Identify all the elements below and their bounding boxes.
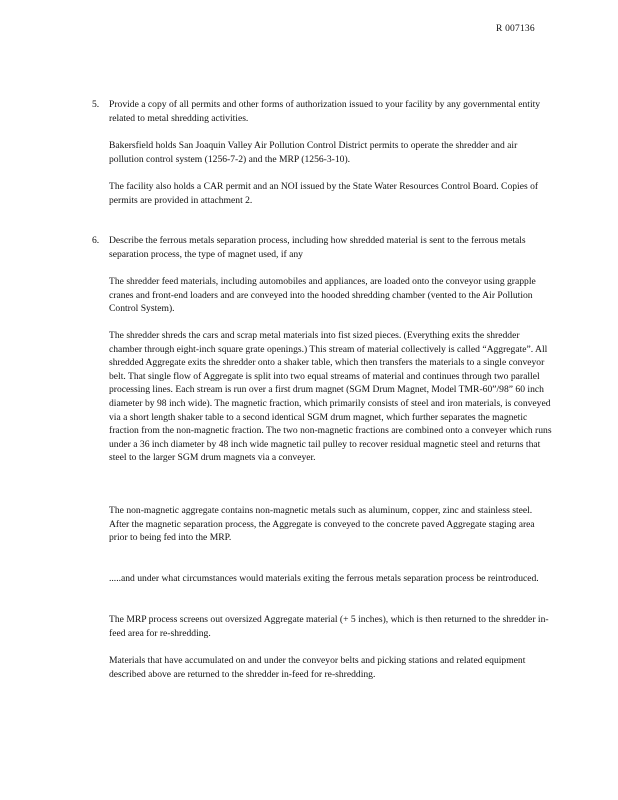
question-6-text: Describe the ferrous metals separation process, including how shredded material is sent to the ferrous metals separation process, the type of magnet used, if any	[109, 235, 526, 260]
question-5-text: Provide a copy of all permits and other forms of authorization issued to your facility by any governmental entity related to metal shredding activities.	[109, 99, 541, 124]
question-5-answer-paragraph-2: The facility also holds a CAR permit and an NOI issued by the State Water Resources Control Board. Copies of permits are provided in attachment 2.	[109, 181, 539, 206]
bates-number: R 007136	[496, 24, 535, 34]
question-5	[92, 98, 552, 125]
question-6-answer-paragraph-6: Materials that have accumulated on and under the conveyor belts and picking stations and related equipment described above are returned to the shredder in-feed for re-shredding.	[109, 655, 526, 680]
question-6-answer-paragraph-5: The MRP process screens out oversized Aggregate material (+ 5 inches), which is then returned to the shredder in-feed area for re-shredding.	[109, 614, 549, 639]
question-6-answer-paragraph-4: .....and under what circumstances would materials exiting the ferrous metals separation process be reintroduced.	[109, 573, 539, 584]
question-6-answer-paragraph-3: The non-magnetic aggregate contains non-magnetic metals such as aluminum, copper, zinc and stainless steel. After the magnetic separation process, the Aggregate is conveyed to the concrete paved Aggregate staging area prior to being fed into the MRP.	[109, 505, 535, 544]
question-6-answer-paragraph-2: The shredder shreds the cars and scrap metal materials into fist sized pieces. (Everything exits the shredder chamber through eight-inch square grate openings.) This stream of material collectively is called “Aggregate”. All shredded Aggregate exits the shredder onto a shaker table, which then transfers the materials to a single conveyor belt. That single flow of Aggregate is split into two equal streams of material and continues through two parallel processing lines. Each stream is run over a first drum magnet (SGM Drum Magnet, Model TMR-60”/98” 60 inch diameter by 98 inch wide). The magnetic fraction, which primarily consists of steel and iron materials, is conveyed via a short length shaker table to a second identical SGM drum magnet, which further separates the magnetic fraction from the non-magnetic fraction. The two non-magnetic fractions are combined onto a conveyer which runs under a 36 inch diameter by 48 inch wide magnetic tail pulley to recover residual magnetic steel and returns that steel to the larger SGM drum magnets via a conveyer.	[109, 330, 552, 464]
question-5-number: 5.	[92, 99, 100, 110]
question-5-answer-paragraph-1: Bakersfield holds San Joaquin Valley Air Pollution Control District permits to operate the shredder and air pollution control system (1256-7-2) and the MRP (1256-3-10).	[109, 140, 518, 165]
question-6-answer-paragraph-1: The shredder feed materials, including automobiles and appliances, are loaded onto the conveyor using grapple cranes and front-end loaders and are conveyed into the hooded shredding chamber (vented to the Air Pollution Control System).	[109, 276, 536, 315]
question-6	[92, 234, 552, 261]
question-6-number: 6.	[92, 235, 100, 246]
